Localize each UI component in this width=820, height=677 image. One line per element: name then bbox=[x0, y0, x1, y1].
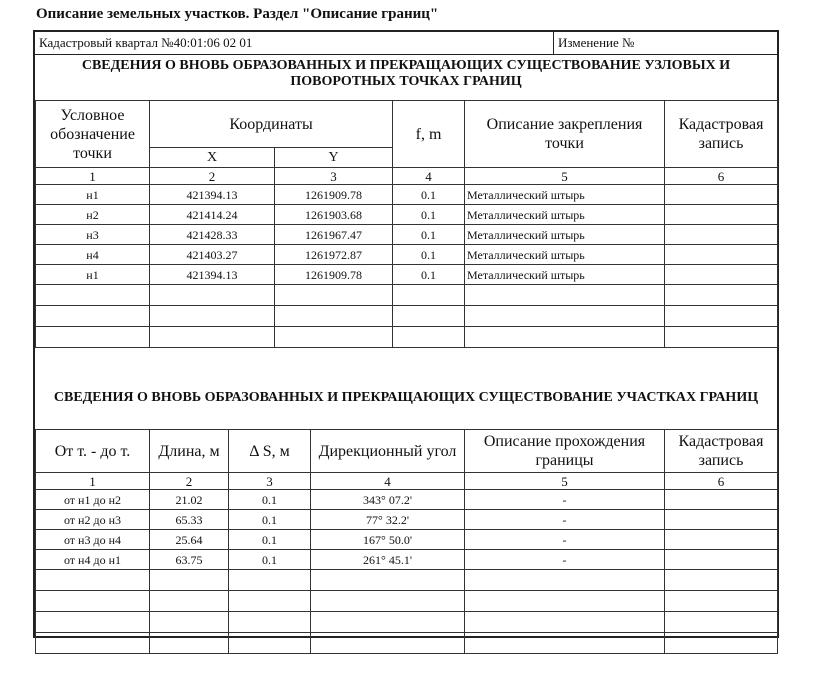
angle-cell: 261° 45.1' bbox=[311, 550, 465, 570]
x-cell: 421394.13 bbox=[150, 265, 275, 285]
f-cell: 0.1 bbox=[393, 265, 465, 285]
fix-cell: Металлический штырь bbox=[465, 185, 665, 205]
colnum: 2 bbox=[150, 168, 275, 185]
table-row bbox=[36, 265, 778, 285]
x-cell: 421403.27 bbox=[150, 245, 275, 265]
y-cell: 1261903.68 bbox=[275, 205, 393, 225]
angle-cell: 343° 07.2' bbox=[311, 490, 465, 510]
x-cell: 421414.24 bbox=[150, 205, 275, 225]
empty-row bbox=[36, 570, 778, 591]
colnum: 4 bbox=[393, 168, 465, 185]
cadastral-quarter: Кадастровый квартал №40:01:06 02 01 bbox=[39, 35, 253, 50]
section1-heading: СВЕДЕНИЯ О ВНОВЬ ОБРАЗОВАННЫХ И ПРЕКРАЩАЮЩИХ СУЩЕСТВОВАНИЕ УЗЛОВЫХ И ПОВОРОТНЫХ ТОЧКАХ ГРАНИЦ bbox=[81, 58, 731, 89]
length-cell: 21.02 bbox=[150, 490, 229, 510]
table-row bbox=[36, 550, 778, 570]
record-cell bbox=[665, 185, 778, 205]
table-row bbox=[36, 225, 778, 245]
description-cell: - bbox=[465, 510, 665, 530]
table-row bbox=[36, 510, 778, 530]
header-point: Условное обозначение точки bbox=[36, 101, 150, 168]
point-cell: н3 bbox=[36, 225, 150, 245]
header-length: Длина, м bbox=[150, 430, 229, 473]
description-cell: - bbox=[465, 490, 665, 510]
description-cell: - bbox=[465, 550, 665, 570]
header-delta-s: Δ S, м bbox=[229, 430, 311, 473]
column-numbers bbox=[36, 168, 778, 185]
point-cell: н1 bbox=[36, 185, 150, 205]
length-cell: 25.64 bbox=[150, 530, 229, 550]
segment-cell: от н3 до н4 bbox=[36, 530, 150, 550]
record-cell bbox=[665, 205, 778, 225]
header-x: X bbox=[150, 148, 275, 168]
delta-s-cell: 0.1 bbox=[229, 510, 311, 530]
fix-cell: Металлический штырь bbox=[465, 205, 665, 225]
angle-cell: 167° 50.0' bbox=[311, 530, 465, 550]
colnum: 4 bbox=[311, 473, 465, 490]
segment-cell: от н4 до н1 bbox=[36, 550, 150, 570]
table-row bbox=[36, 185, 778, 205]
document-title: Описание земельных участков. Раздел "Описание границ" bbox=[36, 6, 439, 22]
y-cell: 1261972.87 bbox=[275, 245, 393, 265]
length-cell: 65.33 bbox=[150, 510, 229, 530]
empty-row bbox=[36, 327, 778, 348]
empty-row bbox=[36, 633, 778, 654]
y-cell: 1261967.47 bbox=[275, 225, 393, 245]
f-cell: 0.1 bbox=[393, 185, 465, 205]
segment-cell: от н1 до н2 bbox=[36, 490, 150, 510]
colnum: 6 bbox=[665, 473, 778, 490]
table-row bbox=[36, 245, 778, 265]
f-cell: 0.1 bbox=[393, 225, 465, 245]
colnum: 5 bbox=[465, 168, 665, 185]
form-frame bbox=[33, 30, 779, 638]
angle-cell: 77° 32.2' bbox=[311, 510, 465, 530]
header-record: Кадастровая запись bbox=[665, 101, 778, 168]
fix-cell: Металлический штырь bbox=[465, 245, 665, 265]
y-cell: 1261909.78 bbox=[275, 265, 393, 285]
f-cell: 0.1 bbox=[393, 205, 465, 225]
empty-row bbox=[36, 306, 778, 327]
colnum: 5 bbox=[465, 473, 665, 490]
table-row bbox=[36, 205, 778, 225]
colnum: 6 bbox=[665, 168, 778, 185]
empty-row bbox=[36, 612, 778, 633]
point-cell: н2 bbox=[36, 205, 150, 225]
empty-row bbox=[36, 591, 778, 612]
record-cell bbox=[665, 550, 778, 570]
column-numbers bbox=[36, 473, 778, 490]
f-cell: 0.1 bbox=[393, 245, 465, 265]
colnum: 3 bbox=[229, 473, 311, 490]
colnum: 1 bbox=[36, 473, 150, 490]
record-cell bbox=[665, 510, 778, 530]
colnum: 2 bbox=[150, 473, 229, 490]
header-y: Y bbox=[275, 148, 393, 168]
point-cell: н4 bbox=[36, 245, 150, 265]
point-cell: н1 bbox=[36, 265, 150, 285]
empty-row bbox=[36, 285, 778, 306]
section2-heading: СВЕДЕНИЯ О ВНОВЬ ОБРАЗОВАННЫХ И ПРЕКРАЩАЮЩИХ СУЩЕСТВОВАНИЕ УЧАСТКАХ ГРАНИЦ bbox=[53, 390, 759, 405]
colnum: 1 bbox=[36, 168, 150, 185]
header-from-to: От т. - до т. bbox=[36, 430, 150, 473]
fix-cell: Металлический штырь bbox=[465, 265, 665, 285]
header-angle: Дирекционный угол bbox=[311, 430, 465, 473]
table-row bbox=[36, 530, 778, 550]
record-cell bbox=[665, 530, 778, 550]
header-f: f, m bbox=[393, 101, 465, 168]
description-cell: - bbox=[465, 530, 665, 550]
y-cell: 1261909.78 bbox=[275, 185, 393, 205]
length-cell: 63.75 bbox=[150, 550, 229, 570]
segments-table bbox=[35, 429, 778, 654]
header-description: Описание прохождения границы bbox=[465, 430, 665, 473]
header-fixing: Описание закрепления точки bbox=[465, 101, 665, 168]
delta-s-cell: 0.1 bbox=[229, 550, 311, 570]
segment-cell: от н2 до н3 bbox=[36, 510, 150, 530]
points-table bbox=[35, 100, 778, 348]
record-cell bbox=[665, 245, 778, 265]
record-cell bbox=[665, 265, 778, 285]
record-cell bbox=[665, 225, 778, 245]
colnum: 3 bbox=[275, 168, 393, 185]
change-number: Изменение № bbox=[553, 32, 634, 54]
table-row bbox=[36, 490, 778, 510]
meta-row bbox=[35, 32, 777, 55]
delta-s-cell: 0.1 bbox=[229, 490, 311, 510]
delta-s-cell: 0.1 bbox=[229, 530, 311, 550]
x-cell: 421394.13 bbox=[150, 185, 275, 205]
x-cell: 421428.33 bbox=[150, 225, 275, 245]
header-record: Кадастровая запись bbox=[665, 430, 778, 473]
header-coords: Координаты bbox=[150, 101, 393, 148]
fix-cell: Металлический штырь bbox=[465, 225, 665, 245]
record-cell bbox=[665, 490, 778, 510]
